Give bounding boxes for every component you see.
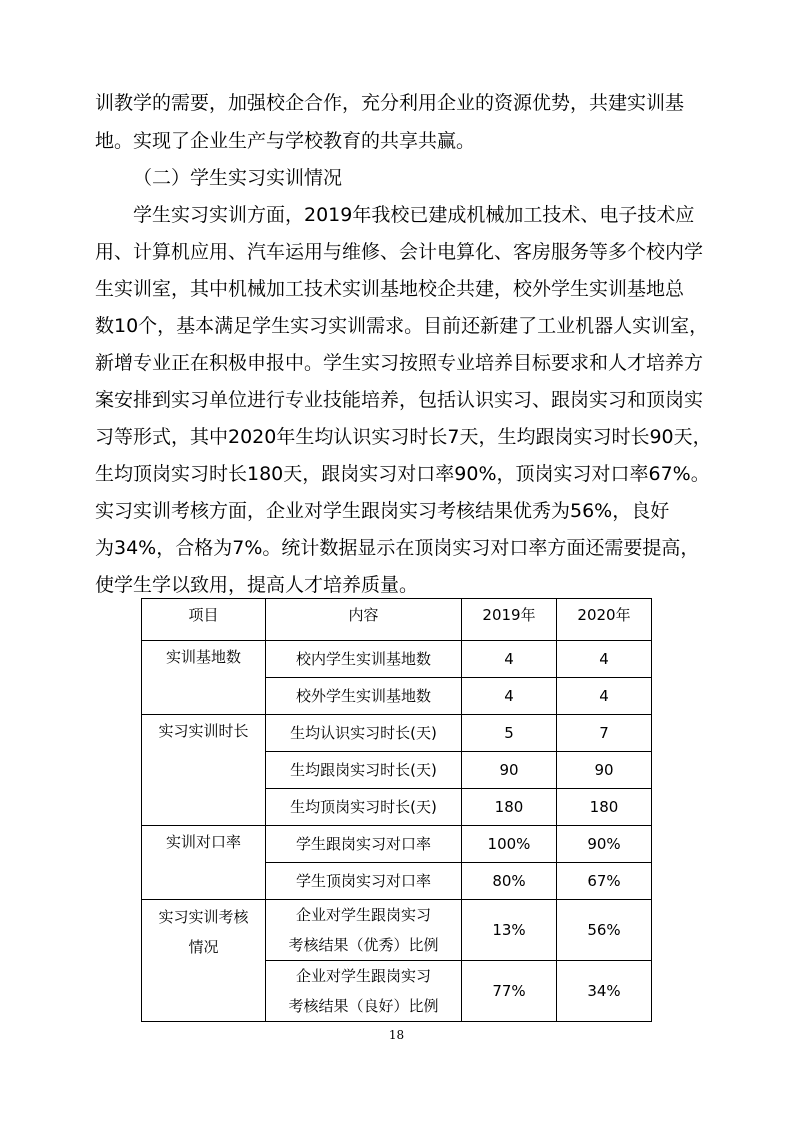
group-label-cell — [142, 826, 266, 900]
page-number: 18 — [388, 1028, 405, 1042]
header-cell: 项目 — [142, 599, 266, 641]
content-cell: 校外学生实训基地数 — [266, 678, 462, 715]
header-cell: 2020年 — [557, 599, 652, 641]
group-label-cell — [142, 715, 266, 826]
value-2020-cell: 90% — [557, 826, 652, 863]
value-2020-cell: 56% — [557, 900, 652, 961]
group-label-cell — [142, 641, 266, 715]
content-cell: 生均认识实习时长(天) — [266, 715, 462, 752]
content-line: 考核结果（优秀）比例 — [288, 936, 439, 954]
content-line: 企业对学生跟岗实习 — [295, 906, 431, 924]
value-2020-cell: 34% — [557, 961, 652, 1022]
paragraph-line: 地。实现了企业生产与学校教育的共享共赢。 — [95, 130, 476, 152]
paragraph-line: 生实训室，其中机械加工技术实训基地校企共建，校外学生实训基地总 — [95, 278, 685, 300]
table-row — [142, 826, 652, 863]
paragraph-line: 为34%，合格为7%。统计数据显示在顶岗实习对口率方面还需要提高， — [95, 537, 700, 559]
paragraph-line: 实习实训考核方面，企业对学生跟岗实习考核结果优秀为56%，良好 — [95, 500, 670, 522]
paragraph-line: 使学生学以致用，提高人才培养质量。 — [95, 574, 419, 596]
paragraph-line: 习等形式，其中2020年生均认识实习时长7天，生均跟岗实习时长90天， — [95, 426, 712, 448]
value-2020-cell: 67% — [557, 863, 652, 900]
content-line: 考核结果（良好）比例 — [288, 997, 439, 1015]
value-2019-cell: 77% — [462, 961, 557, 1022]
group-label: 实习实训考核 — [158, 908, 249, 926]
content-cell — [266, 961, 462, 1022]
value-2019-cell: 4 — [462, 641, 557, 678]
table-header-row — [142, 599, 652, 641]
value-2020-cell: 4 — [557, 678, 652, 715]
value-2020-cell: 7 — [557, 715, 652, 752]
content-cell: 学生顶岗实习对口率 — [266, 863, 462, 900]
paragraph-line: 学生实习实训方面，2019年我校已建成机械加工技术、电子技术应 — [133, 204, 695, 226]
paragraph-line: 数10个，基本满足学生实习实训需求。目前还新建了工业机器人实训室， — [95, 315, 709, 337]
value-2019-cell: 4 — [462, 678, 557, 715]
paragraph-line: 新增专业正在积极申报中。学生实习按照专业培养目标要求和人才培养方 — [95, 352, 704, 374]
paragraph-line: 案安排到实习单位进行专业技能培养，包括认识实习、跟岗实习和顶岗实 — [95, 389, 704, 411]
value-2019-cell: 100% — [462, 826, 557, 863]
value-2019-cell: 90 — [462, 752, 557, 789]
content-cell: 生均顶岗实习时长(天) — [266, 789, 462, 826]
section-heading: （二）学生实习实训情况 — [133, 167, 343, 189]
group-label: 实习实训时长 — [158, 722, 249, 740]
table-row — [142, 900, 652, 961]
content-cell: 学生跟岗实习对口率 — [266, 826, 462, 863]
value-2019-cell: 5 — [462, 715, 557, 752]
table-row — [142, 715, 652, 752]
content-cell: 校内学生实训基地数 — [266, 641, 462, 678]
table-row — [142, 641, 652, 678]
group-label: 情况 — [188, 938, 219, 956]
paragraph-line: 生均顶岗实习时长180天，跟岗实习对口率90%，顶岗实习对口率67%。 — [95, 463, 710, 485]
content-line: 企业对学生跟岗实习 — [295, 967, 431, 985]
content-cell — [266, 900, 462, 961]
value-2020-cell: 180 — [557, 789, 652, 826]
group-label: 实训基地数 — [165, 648, 241, 666]
internship-stats-table — [141, 598, 652, 1022]
header-cell: 2019年 — [462, 599, 557, 641]
value-2019-cell: 80% — [462, 863, 557, 900]
header-cell: 内容 — [266, 599, 462, 641]
value-2019-cell: 13% — [462, 900, 557, 961]
value-2020-cell: 90 — [557, 752, 652, 789]
content-cell: 生均跟岗实习时长(天) — [266, 752, 462, 789]
value-2019-cell: 180 — [462, 789, 557, 826]
paragraph-line: 训教学的需要，加强校企合作，充分利用企业的资源优势，共建实训基 — [95, 92, 685, 114]
value-2020-cell: 4 — [557, 641, 652, 678]
paragraph-line: 用、计算机应用、汽车运用与维修、会计电算化、客房服务等多个校内学 — [95, 241, 704, 263]
group-label: 实训对口率 — [165, 833, 241, 851]
group-label-cell — [142, 900, 266, 1022]
